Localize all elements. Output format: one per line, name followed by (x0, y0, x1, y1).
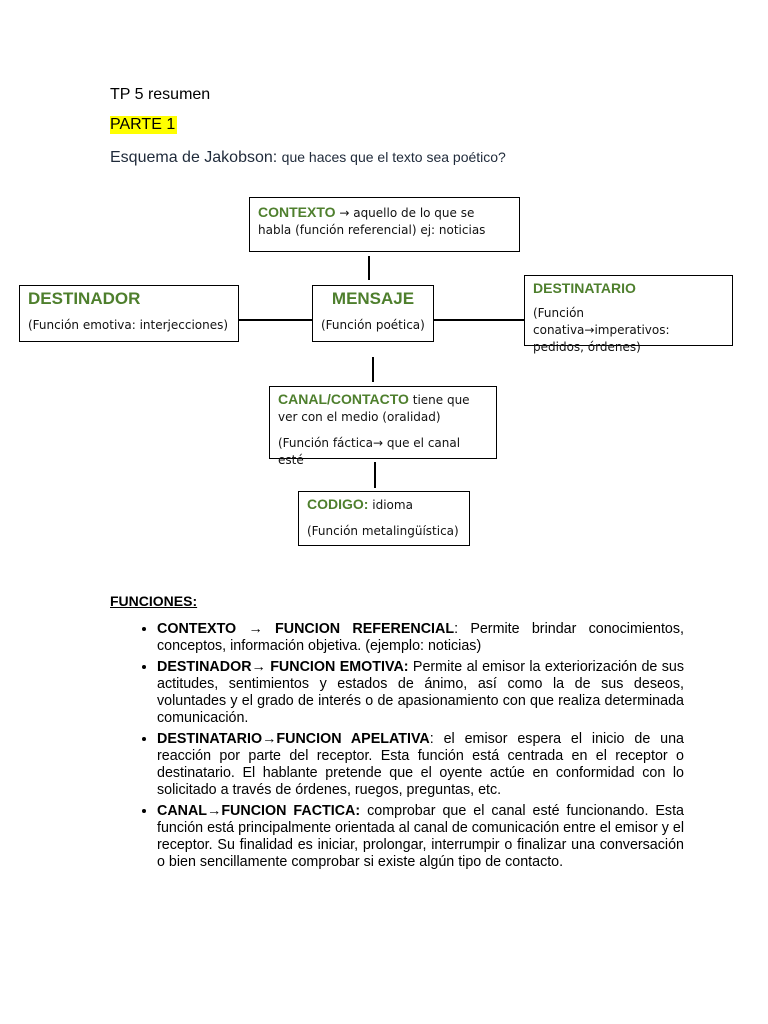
codigo-body1: idioma (368, 498, 413, 512)
list-item (157, 621, 684, 655)
mensaje-head: MENSAJE (331, 289, 415, 308)
box-canal (269, 386, 497, 467)
funcion-term: CANAL→FUNCION FACTICA: (157, 803, 361, 819)
funcion-text: : el emisor espera el inicio de una reacción por parte del receptor. Esta función está centrada en el receptor o destinatario. El hablante pretende que el oyente actúe en conformidad con lo solicitado a través de órdenes, ruegos, preguntas, etc. (157, 731, 684, 798)
canal-body1: tiene que ver con el medio (oralidad) (278, 393, 470, 424)
codigo-body2: (Función metalingüística) (307, 524, 459, 538)
document-title: TP 5 resumen (110, 86, 211, 103)
canal-head: CANAL/CONTACTO (278, 391, 409, 407)
box-contexto (249, 197, 520, 252)
destinatario-head: DESTINATARIO (533, 280, 636, 296)
funcion-text: Permite al emisor la exteriorización de sus actitudes, sentimientos y estados de ánimo, así como la de sus deseos, voluntades y el grado de interés o de apasionamiento con que realiza determinada comunicación. (157, 659, 684, 726)
destinador-head: DESTINADOR (28, 289, 141, 308)
connector-mensaje-canal (372, 357, 374, 382)
list-item (157, 803, 684, 871)
esquema-label: Esquema de Jakobson: (110, 149, 278, 166)
mensaje-body: (Función poética) (321, 318, 425, 332)
contexto-body: → aquello de lo que se habla (función referencial) ej: noticias (258, 206, 486, 237)
list-item (157, 659, 684, 727)
codigo-head: CODIGO: (307, 496, 369, 512)
box-codigo (298, 491, 470, 546)
connector-mensaje-destinatario (434, 319, 525, 321)
contexto-head: CONTEXTO (258, 204, 336, 220)
destinador-body: (Función emotiva: interjecciones) (28, 318, 229, 332)
funcion-term: CONTEXTO → FUNCION REFERENCIAL (157, 621, 455, 637)
canal-body2: (Función fáctica→ que el canal esté (278, 436, 461, 467)
list-item (157, 731, 684, 799)
destinatario-body: (Función conativa→imperativos: pedidos, órdenes) (533, 306, 670, 354)
box-mensaje (312, 285, 434, 342)
funcion-text: comprobar que el canal esté funcionando. Esta función está principalmente orientada al canal de comunicación entre el emisor y el receptor. Su finalidad es iniciar, prolongar, interrumpir o finalizar una conversación o bien sencillamente comprobar si existe algún tipo de contacto. (157, 803, 685, 870)
esquema-question: que haces que el texto sea poético? (281, 149, 506, 165)
box-destinatario (524, 275, 733, 354)
section-label: PARTE 1 (110, 116, 176, 133)
funcion-text: : Permite brindar conocimientos, conceptos, información objetiva. (ejemplo: noticias) (157, 621, 684, 654)
esquema-heading (110, 149, 506, 167)
funcion-term: DESTINATARIO→FUNCION APELATIVA (157, 731, 430, 747)
funcion-term: DESTINADOR→ FUNCION EMOTIVA: (157, 659, 409, 675)
funciones-heading: FUNCIONES: (110, 593, 198, 609)
connector-contexto-mensaje (368, 256, 370, 280)
box-destinador (19, 285, 239, 342)
connector-destinador-mensaje (239, 319, 312, 321)
funciones-list (131, 613, 684, 871)
